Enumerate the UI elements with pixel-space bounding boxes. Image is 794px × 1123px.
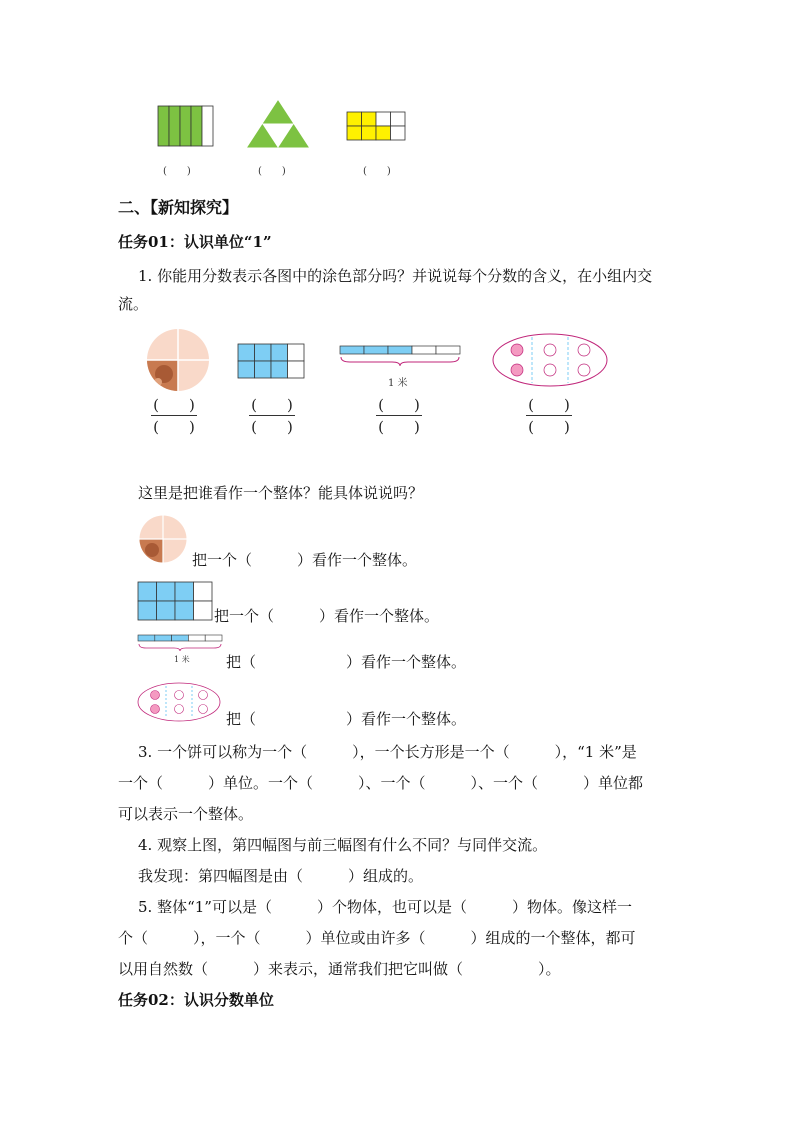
task1-heading: 任务01：认识单位“1” [118,233,272,251]
bread-circle-small [139,515,187,563]
question-4-line-1: 4. 观察上图，第四幅图与前三幅图有什么不同？与同伴交流。 [138,836,548,854]
yellow-grid-figure [347,112,405,140]
fraction-answer-2[interactable]: ( ) ( ) [249,396,295,436]
row-1-text[interactable]: 把一个（ ）看作一个整体。 [192,551,418,569]
answer-blank-2[interactable]: ( ) [258,166,286,177]
question-3-line-1[interactable]: 3. 一个饼可以称为一个（ ），一个长方形是一个（ ），“1 米”是 [138,743,637,761]
question-4-line-2[interactable]: 我发现：第四幅图是由（ ）组成的。 [138,867,424,885]
meter-bar-figure [340,346,460,366]
meter-label: 1 米 [388,378,408,389]
whole-question: 这里是把谁看作一个整体？能具体说说吗？ [138,484,424,502]
blue-grid-small [138,582,212,620]
question-5-line-1[interactable]: 5. 整体“1”可以是（ ）个物体，也可以是（ ）物体。像这样一 [138,898,632,916]
question-1-line-1: 1. 你能用分数表示各图中的涂色部分吗？并说说每个分数的含义，在小组内交 [138,267,653,285]
meter-label-small: 1 米 [174,655,190,664]
green-triangle-figure [248,101,308,147]
blue-grid-figure [238,344,304,378]
question-5-line-3[interactable]: 以用自然数（ ）来表示，通常我们把它叫做（ ）。 [118,960,561,978]
question-5-line-2[interactable]: 个（ ），一个（ ）单位或由许多（ ）组成的一个整体，都可 [118,929,636,947]
section-heading: 二、【新知探究】 [118,198,239,217]
pink-dots-oval-figure [492,333,608,387]
question-3-line-3: 可以表示一个整体。 [118,805,254,823]
row-3-text[interactable]: 把（ ）看作一个整体。 [226,653,467,671]
answer-blank-1[interactable]: ( ) [163,166,191,177]
task2-heading: 任务02：认识分数单位 [118,991,274,1009]
question-3-line-2[interactable]: 一个（ ）单位。一个（ ）、一个（ ）、一个（ ）单位都 [118,774,644,792]
row-2-text[interactable]: 把一个（ ）看作一个整体。 [214,607,440,625]
fraction-answer-4[interactable]: ( ) ( ) [526,396,572,436]
row-4-text[interactable]: 把（ ）看作一个整体。 [226,710,467,728]
question-1-line-2: 流。 [118,295,149,313]
answer-blank-3[interactable]: ( ) [363,166,391,177]
fraction-answer-3[interactable]: ( ) ( ) [376,396,422,436]
green-bars-figure [158,106,214,146]
meter-bar-small [138,635,222,651]
pink-dots-oval-small [137,682,221,722]
bread-circle-figure [146,328,210,392]
fraction-answer-1[interactable]: ( ) ( ) [151,396,197,436]
